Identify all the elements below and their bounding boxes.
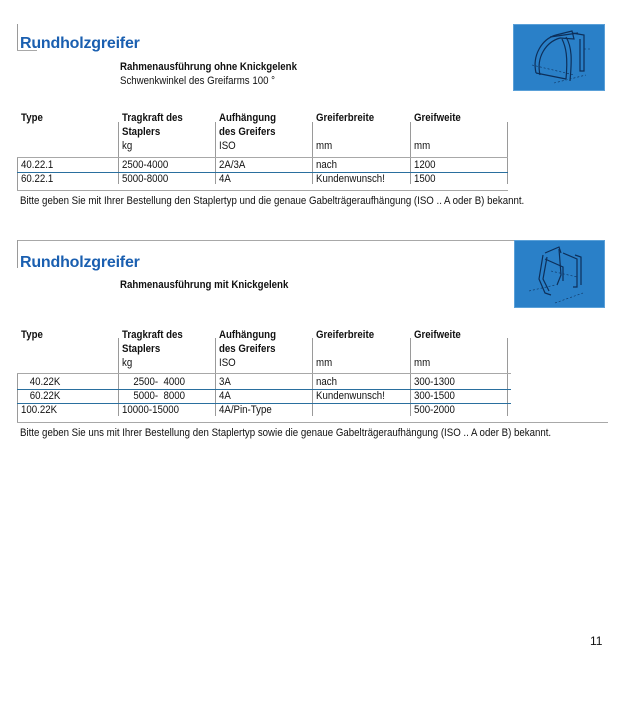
cell-reach: 1200 <box>414 159 436 171</box>
col-divider <box>215 122 216 184</box>
col-divider <box>507 338 508 416</box>
col-divider <box>507 122 508 184</box>
col-header-width-unit: mm <box>316 140 333 152</box>
col-divider <box>410 122 411 184</box>
section-title: Rundholzgreifer <box>20 254 140 271</box>
cell-mount: 3A <box>219 376 231 388</box>
articulated-timber-grab-drawing-icon <box>515 241 604 307</box>
cell-reach: 300-1500 <box>414 390 455 402</box>
col-header-capacity: Tragkraft des <box>122 329 183 341</box>
col-header-reach: Greifweite <box>414 329 461 341</box>
col-header-width: Greiferbreite <box>316 112 375 124</box>
cell-mount: 4A <box>219 173 231 185</box>
col-divider <box>215 338 216 416</box>
table-bottom-rule <box>17 190 508 191</box>
cell-mount: 4A <box>219 390 231 402</box>
cell-capacity: 5000- 8000 <box>128 390 186 402</box>
col-header-mount-2: des Greifers <box>219 126 276 138</box>
cell-type: 40.22.1 <box>21 159 54 171</box>
table-left-border <box>17 157 18 191</box>
cell-reach: 500-2000 <box>414 404 455 416</box>
col-header-mount: Aufhängung <box>219 112 276 124</box>
col-header-width: Greiferbreite <box>316 329 375 341</box>
round-timber-grab-frame-drawing-icon <box>514 25 604 90</box>
section-subtitle-2: Schwenkwinkel des Greifarms 100 ° <box>120 75 276 87</box>
cell-mount: 4A/Pin-Type <box>219 404 272 416</box>
cell-capacity: 2500- 4000 <box>128 376 186 388</box>
cell-type: 60.22K <box>27 390 61 402</box>
col-header-capacity-2: Staplers <box>122 126 161 138</box>
articulated-timber-grab-image <box>514 240 605 308</box>
table-bottom-rule <box>17 422 608 423</box>
cell-width: nach <box>316 159 337 171</box>
cell-capacity: 5000-8000 <box>122 173 169 185</box>
section-subtitle: Rahmenausführung ohne Knickgelenk <box>120 61 297 73</box>
col-header-mount: Aufhängung <box>219 329 276 341</box>
cell-type: 40.22K <box>27 376 61 388</box>
cell-width: nach <box>316 376 337 388</box>
order-note: Bitte geben Sie mit Ihrer Bestellung den Staplertyp und die genaue Gabelträgeraufhängung (ISO .. A oder B) bekannt. <box>20 195 525 207</box>
col-header-reach-unit: mm <box>414 357 431 369</box>
col-header-mount-2: des Greifers <box>219 343 276 355</box>
col-divider <box>118 122 119 184</box>
col-divider <box>312 338 313 416</box>
col-header-width-unit: mm <box>316 357 333 369</box>
cell-capacity: 2500-4000 <box>122 159 169 171</box>
col-header-reach-unit: mm <box>414 140 431 152</box>
col-header-type: Type <box>21 112 43 124</box>
cell-mount: 2A/3A <box>219 159 246 171</box>
col-header-capacity-unit: kg <box>122 357 133 369</box>
cell-reach: 300-1300 <box>414 376 455 388</box>
col-header-mount-unit: ISO <box>219 357 236 369</box>
col-header-type: Type <box>21 329 43 341</box>
order-note: Bitte geben Sie uns mit Ihrer Bestellung den Staplertyp sowie die genaue Gabelträgeraufhängung (ISO .. A oder B) bekannt. <box>20 427 552 439</box>
heading-bracket <box>17 24 18 51</box>
page-number: 11 <box>590 634 603 648</box>
col-header-capacity-2: Staplers <box>122 343 161 355</box>
cell-width: Kundenwunsch! <box>316 173 385 185</box>
section-title: Rundholzgreifer <box>20 35 140 52</box>
cell-capacity: 10000-15000 <box>122 404 180 416</box>
cell-type: 100.22K <box>21 404 58 416</box>
table-header-rule <box>17 373 511 374</box>
cell-reach: 1500 <box>414 173 436 185</box>
col-header-capacity-unit: kg <box>122 140 133 152</box>
col-divider <box>118 338 119 416</box>
col-divider <box>312 122 313 184</box>
round-timber-grab-image <box>513 24 605 91</box>
section-subtitle: Rahmenausführung mit Knickgelenk <box>120 279 289 291</box>
heading-bracket <box>17 240 18 268</box>
table-left-border <box>17 373 18 423</box>
col-header-reach: Greifweite <box>414 112 461 124</box>
col-divider <box>410 338 411 416</box>
cell-type: 60.22.1 <box>21 173 54 185</box>
col-header-mount-unit: ISO <box>219 140 236 152</box>
section-top-rule <box>17 240 514 241</box>
col-header-capacity: Tragkraft des <box>122 112 183 124</box>
cell-width: Kundenwunsch! <box>316 390 385 402</box>
